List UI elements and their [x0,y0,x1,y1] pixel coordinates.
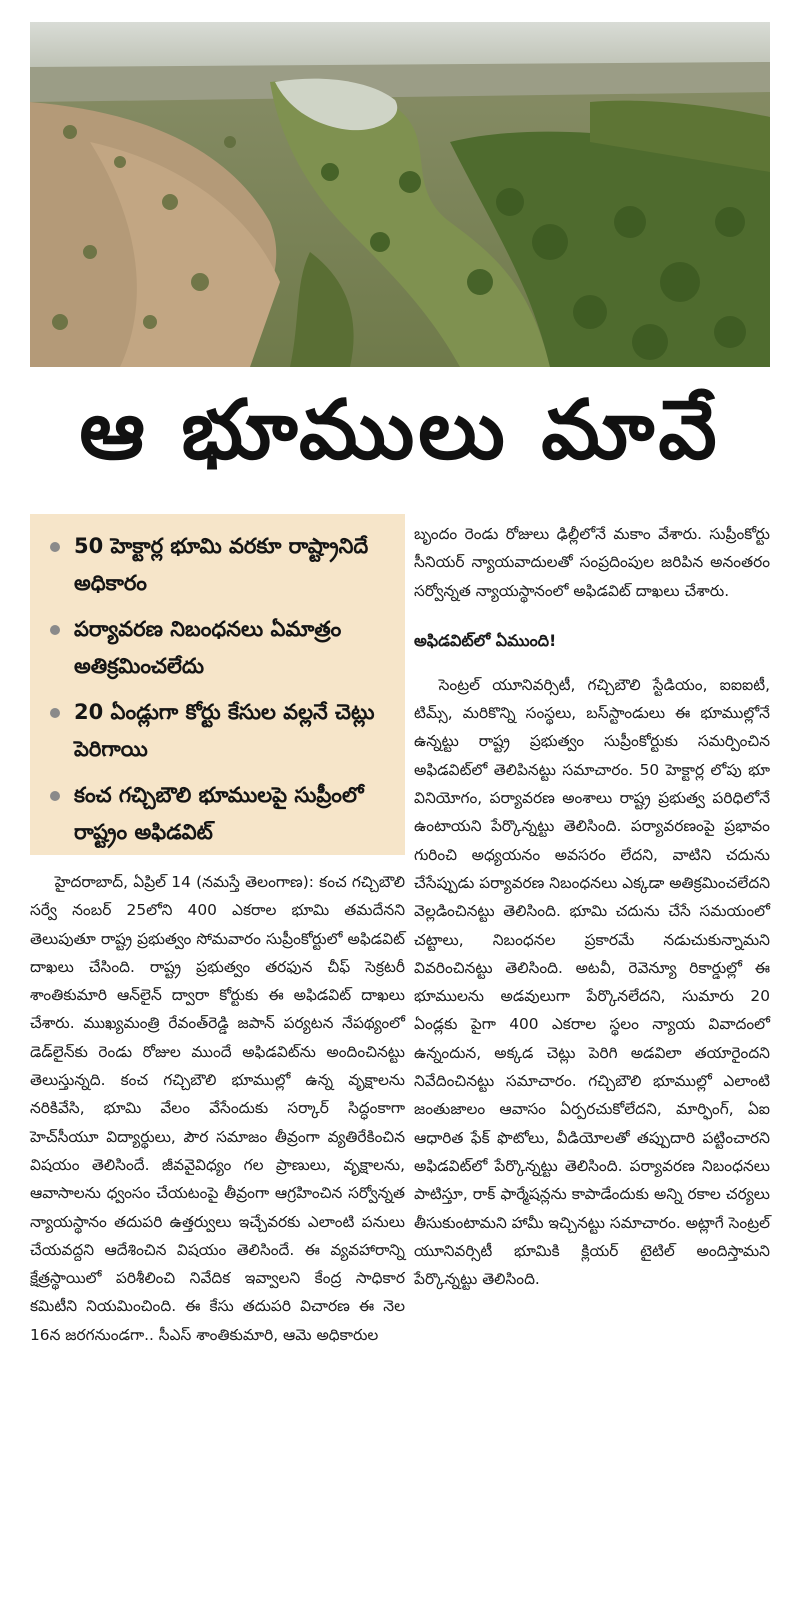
highlight-text: పర్యావరణ నిబంధనలు ఏమాత్రం అతిక్రమించలేదు [74,617,342,678]
highlight-item [46,694,393,768]
headline: ఆ భూములు మావే [79,382,721,478]
bullet-icon [50,791,60,801]
bullet-icon [50,625,60,635]
highlight-text: కంచ గచ్చిబౌలి భూములపై సుప్రీంలో రాష్ట్రం అఫిడవిట్ [74,783,364,844]
bullet-icon [50,542,60,552]
highlight-text: 50 హెక్టార్ల భూమి వరకూ రాష్ట్రానిదే అధికారం [74,534,369,595]
bullet-icon [50,708,60,718]
highlight-item [46,611,393,685]
aerial-landscape-image [30,22,770,367]
article-column-right [414,520,770,1293]
highlight-text: 20 ఏండ్లుగా కోర్టు కేసుల వల్లనే చెట్లు పెరిగాయి [74,700,375,761]
article-paragraph: బృందం రెండు రోజులు ఢిల్లీలోనే మకాం వేశారు. సుప్రీంకోర్టు సీనియర్ న్యాయవాదులతో సంప్రదింపుల జరిపిన అనంతరం సర్వోన్నత న్యాయస్థానంలో అఫిడవిట్ దాఖలు చేశారు. [414,525,770,600]
aerial-photo-kancha-gachibowli-land [30,22,770,367]
highlight-item [46,528,393,602]
article-paragraph: సెంట్రల్ యూనివర్సిటీ, గచ్చిబౌలి స్టేడియం, ఐఐఐటీ, టిమ్స్, మరికొన్ని సంస్థలు, బస్‌స్టాండులు ఈ భూముల్లోనే ఉన్నట్టు రాష్ట్ర ప్రభుత్వం సుప్రీంకోర్టుకు సమర్పించిన అఫిడవిట్‌లో తెలిపినట్టు సమాచారం. 50 హెక్టార్ల లోపు భూ వినియోగం, పర్యావరణ అంశాలు రాష్ట్ర ప్రభుత్వ పరిధిలోనే ఉంటాయని పేర్కొన్నట్టు తెలిసింది. పర్యావరణంపై ప్రభావం గురించి అధ్యయనం అవసరం లేదని, వాటిని చదును చేసేప్పుడు పర్యావరణ నిబంధనలు ఎక్కడా అతిక్రమించలేదని వెల్లడించినట్టు తెలిసింది. భూమి చదును చేసే సమయంలో చట్టాలు, నిబంధనల ప్రకారమే నడుచుకున్నామని వివరించినట్టు తెలిసింది. అటవీ, రెవెన్యూ రికార్డుల్లో ఈ భూములను అడవులుగా పేర్కొనలేదని, సుమారు 20 ఏండ్లకు పైగా 400 ఎకరాల స్థలం న్యాయ వివాదంలో ఉన్నందున, అక్కడ చెట్లు పెరిగి అడవిలా తయారైందని నివేదించినట్టు సమాచారం. గచ్చిబౌలి భూముల్లో ఎలాంటి జంతుజాలం ఆవాసం ఏర్పరచుకోలేదని, మార్ఫింగ్, ఏఐ ఆధారిత ఫేక్ ఫొటోలు, వీడియోలతో తప్పుదారి పట్టించారని అఫిడవిట్‌లో పేర్కొన్నట్టు తెలిసింది. పర్యావరణ నిబంధనలు పాటిస్తూ, రాక్ ఫార్మేషన్లను కాపాడేందుకు అన్ని రకాల చర్యలు తీసుకుంటామని హామీ ఇచ్చినట్టు సమాచారం. అట్లాగే సెంట్రల్ యూనివర్సిటీ భూమికి క్లియర్ టైటిల్ అందిస్తామని పేర్కొన్నట్టు తెలిసింది. [414,675,771,1289]
article-paragraph: హైదరాబాద్, ఏప్రిల్ 14 (నమస్తే తెలంగాణ): కంచ గచ్చిబౌలి సర్వే నంబర్ 25లోని 400 ఎకరాల భూమి తమదేనని తెలుపుతూ రాష్ట్ర ప్రభుత్వం సోమవారం సుప్రీంకోర్టులో అఫిడవిట్ దాఖలు చేసింది. రాష్ట్ర ప్రభుత్వం తరఫున చీఫ్ సెక్రటరీ శాంతికుమారి ఆన్‌లైన్ ద్వారా కోర్టుకు ఈ అఫిడవిట్ దాఖలు చేశారు. ముఖ్యమంత్రి రేవంత్‌రెడ్డి జపాన్ పర్యటన నేపథ్యంలో డెడ్‌లైన్‌కు రెండు రోజుల ముందే అఫిడవిట్‌ను అందించినట్టు తెలుస్తున్నది. కంచ గచ్చిబౌలి భూముల్లో ఉన్న వృక్షాలను నరికివేసి, భూమి వేలం వేసేందుకు సర్కార్ సిద్ధంకాగా హెచ్‌సీయూ విద్యార్థులు, పౌర సమాజం తీవ్రంగా వ్యతిరేకించిన విషయం తెలిసిందే. జీవవైవిధ్యం గల ప్రాణులు, వృక్షాలను, ఆవాసాలను ధ్వంసం చేయటంపై తీవ్రంగా ఆగ్రహించిన సర్వోన్నత న్యాయస్థానం తదుపరి ఉత్తర్వులు ఇచ్చేవరకు ఎలాంటి పనులు చేయవద్దని ఆదేశించిన విషయం తెలిసిందే. ఈ వ్యవహారాన్ని క్షేత్రస్థాయిలో పరిశీలించి నివేదిక ఇవ్వాలని కేంద్ర సాధికార కమిటీని నియమించింది. ఈ కేసు తదుపరి విచారణ ఈ నెల 16న జరగనుండగా.. సీఎస్ శాంతికుమారి, ఆమె అధికారుల [30,873,405,1344]
highlights-box [30,514,405,855]
highlight-item [46,777,393,851]
article-subheading: అఫిడవిట్‌లో ఏముంది! [414,630,557,650]
article-column-left [30,868,405,1349]
